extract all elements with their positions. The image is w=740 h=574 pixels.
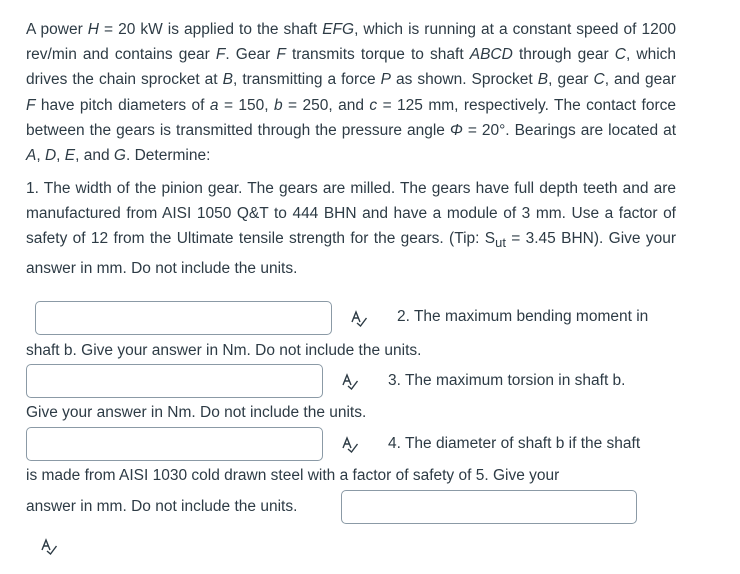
answer-1-input[interactable] (35, 301, 332, 335)
spellcheck-icon[interactable] (341, 435, 359, 453)
answer-4-input[interactable] (341, 490, 637, 524)
spellcheck-icon[interactable] (40, 537, 58, 555)
answer-3-input[interactable] (26, 427, 323, 461)
problem-statement: A power H = 20 kW is applied to the shaft EFG, which is running at a constant speed of 1200 rev/min and contains gear F. Gear F transmits torque to shaft ABCD through gear C, which drives the chain sprocket at B, transmitting a force P as shown. Sprocket B, gear C, and gear F have pitch diameters of a = 150, b = 250, and c = 125 mm, respectively. The contact force between the gears is transmitted through the pressure angle Φ = 20°. Bearings are located at A, D, E, and G. Determine: (26, 21, 677, 165)
question-3-lead: 3. The maximum torsion in shaft b. (388, 372, 626, 389)
question-4-tail: answer in mm. Do not include the units. (26, 498, 298, 515)
question-4-lead: 4. The diameter of shaft b if the shaft (388, 435, 641, 452)
subscript-ut: ut (495, 235, 506, 251)
question-1: 1. The width of the pinion gear. The gears are milled. The gears have full depth teeth and are manufactured from AISI 1050 Q&T to 444 BHN and have a module of 3 mm. Use a factor of safety of 12 from the Ultimate tensile strength for the gears. (Tip: $S_{ut} = 3.45$ BHN). Give your answer in mm. Do not include the units. (26, 180, 676, 277)
spellcheck-icon[interactable] (350, 309, 368, 327)
question-2-tail: shaft b. Give your answer in Nm. Do not include the units. (26, 342, 422, 359)
question-3-tail: Give your answer in Nm. Do not include the units. (26, 404, 367, 421)
spellcheck-icon[interactable] (341, 372, 359, 390)
question-2-lead: 2. The maximum bending moment in (397, 308, 649, 325)
answer-2-input[interactable] (26, 364, 323, 398)
question-4-mid: is made from AISI 1030 cold drawn steel with a factor of safety of 5. Give your (26, 467, 560, 484)
